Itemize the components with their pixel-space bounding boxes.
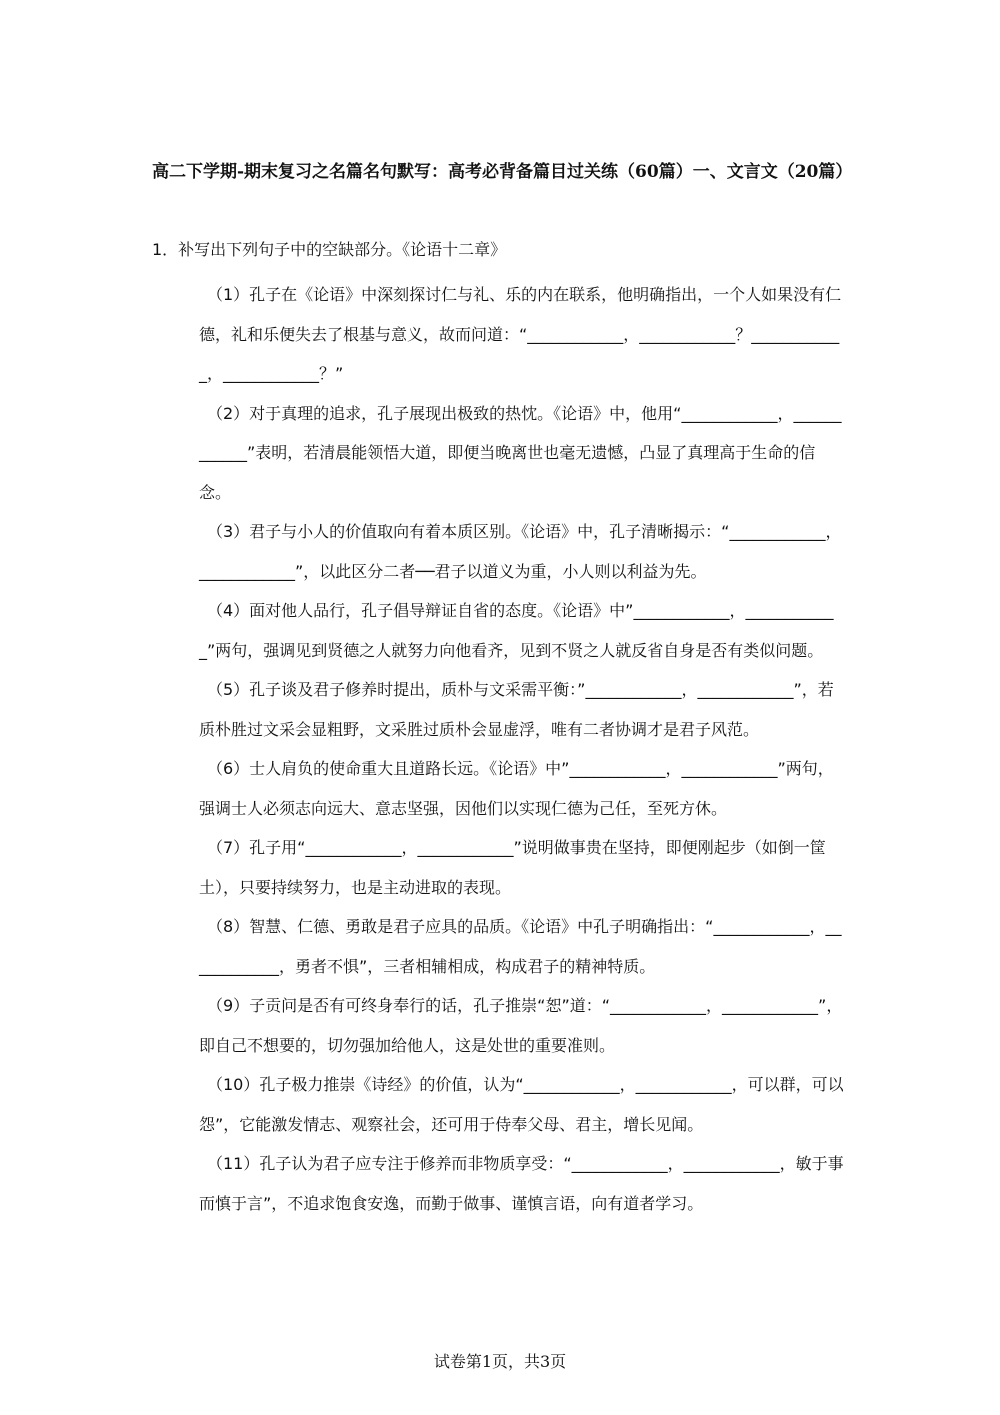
question-item-11: （11）孔子认为君子应专注于修养而非物质享受：“____________，____________，敏于事而慎于言”，不追求饱食安逸，而勤于做事、谨慎言语，向有道者学习。 [199,1154,844,1213]
question-item-6: （6）士人肩负的使命重大且道路长远。《论语》中”____________，____________”两句，强调士人必须志向远大、意志坚强，因他们以实现仁德为己任，至死方休。 [199,759,834,818]
question-item-4: （4）面对他人品行，孔子倡导辩证自省的态度。《论语》中”____________，____________”两句，强调见到贤德之人就努力向他看齐，见到不贤之人就反省自身是否有类似问题。 [199,601,834,660]
question-item-5: （5）孔子谈及君子修养时提出，质朴与文采需平衡：”____________，____________”，若质朴胜过文采会显粗野，文采胜过质朴会显虚浮，唯有二者协调才是君子风范。 [199,680,834,739]
question-heading: 1．补写出下列句子中的空缺部分。《论语十二章》 [152,240,507,259]
page-title: 高二下学期-期末复习之名篇名句默写：高考必背备篇目过关练（60篇）一、文言文（20篇） [152,162,853,182]
question-item-2: （2）对于真理的追求，孔子展现出极致的热忱。《论语》中，他用“____________，____________”表明，若清晨能领悟大道，即便当晚离世也毫无遗憾，凸显了真理高于生命的信念。 [199,403,842,502]
page-footer: 试卷第1页，共3页 [433,1352,567,1371]
question-item-3: （3）君子与小人的价值取向有着本质区别。《论语》中，孔子清晰揭示：“____________，____________”，以此区分二者──君子以道义为重，小人则以利益为先。 [199,522,842,581]
question-items [199,275,844,1223]
question-item-7: （7）孔子用“____________，____________”说明做事贵在坚持，即便刚起步（如倒一筐土），只要持续努力，也是主动进取的表现。 [199,838,826,897]
question-item-9: （9）子贡问是否有可终身奉行的话，孔子推崇“恕”道：“____________，____________”，即自己不想要的，切勿强加给他人，这是处世的重要准则。 [199,996,843,1055]
question-item-1: （1）孔子在《论语》中深刻探讨仁与礼、乐的内在联系，他明确指出，一个人如果没有仁德，礼和乐便失去了根基与意义，故而问道：“____________，____________？____________，____________？” [199,285,842,383]
question-item-10: （10）孔子极力推崇《诗经》的价值，认为“____________，____________，可以群，可以怨”，它能激发情志、观察社会，还可用于侍奉父母、君主，增长见闻。 [199,1075,844,1134]
question-item-8: （8）智慧、仁德、勇敢是君子应具的品质。《论语》中孔子明确指出：“____________，____________，勇者不惧”，三者相辅相成，构成君子的精神特质。 [199,917,842,976]
